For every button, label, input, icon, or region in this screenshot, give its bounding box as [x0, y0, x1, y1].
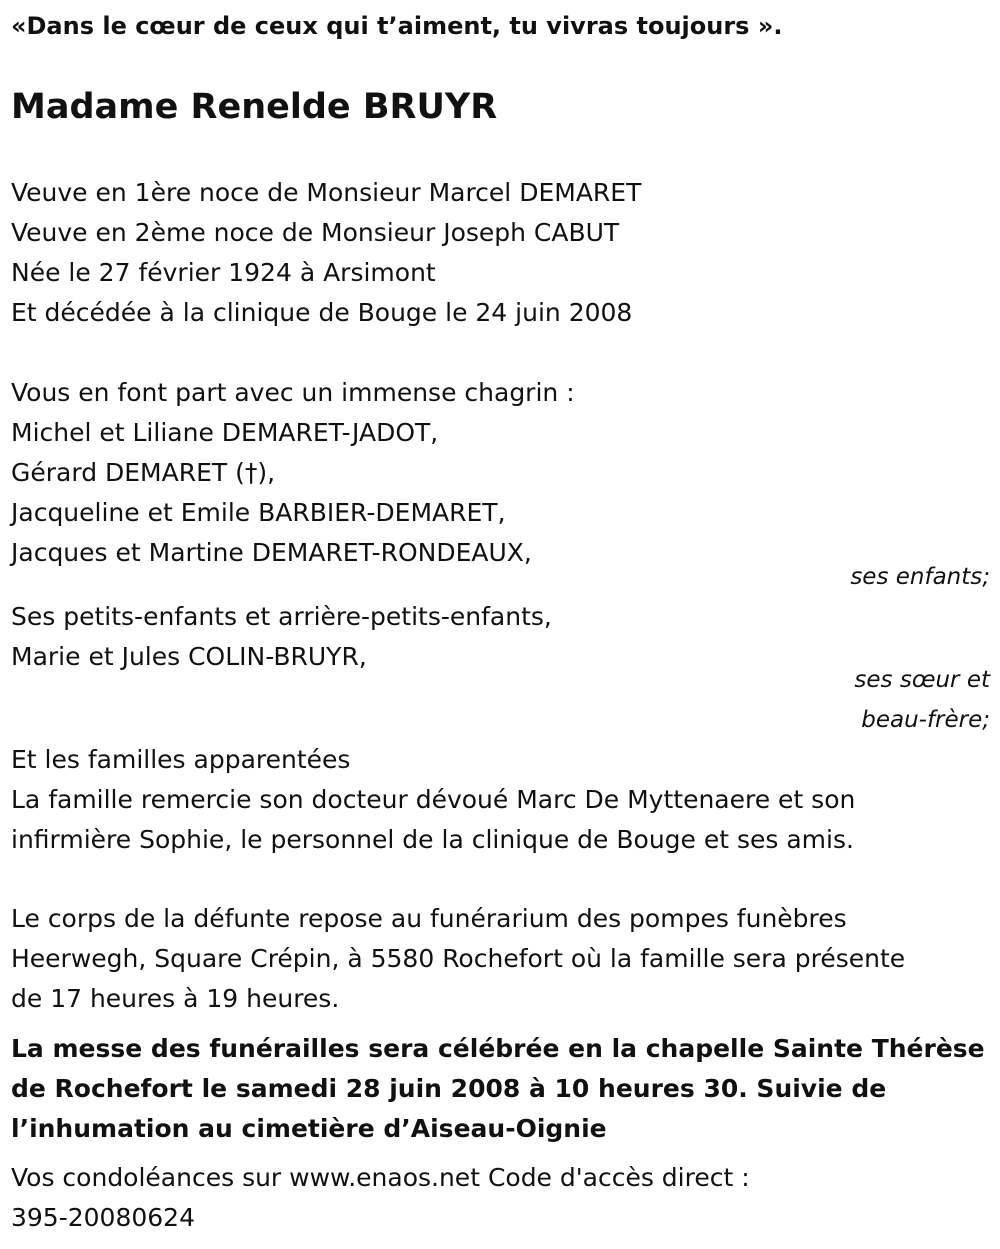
- thanks-line: infirmière Sophie, le personnel de la clinique de Bouge et ses amis.: [11, 825, 854, 854]
- children-relation-label: ses enfants;: [850, 564, 990, 590]
- relation-line: beau-frère;: [861, 707, 990, 733]
- deceased-name: Madame Renelde BRUYR: [11, 87, 498, 127]
- identity-line: Veuve en 2ème noce de Monsieur Joseph CABUT: [11, 218, 620, 247]
- mass-line: La messe des funérailles sera célébrée en la chapelle Sainte Thérèse: [11, 1034, 985, 1063]
- announcement-line: Vous en font part avec un immense chagrin :: [11, 378, 575, 407]
- identity-line: Veuve en 1ère noce de Monsieur Marcel DEMARET: [11, 178, 642, 207]
- relation-line: ses sœur et: [854, 667, 990, 693]
- family-member-line: Jacques et Martine DEMARET-RONDEAUX,: [11, 538, 532, 567]
- thanks-line: Et les familles apparentées: [11, 745, 351, 774]
- family-member-line: Michel et Liliane DEMARET-JADOT,: [11, 418, 439, 447]
- thanks-line: La famille remercie son docteur dévoué Marc De Myttenaere et son: [11, 785, 856, 814]
- identity-line: Née le 27 février 1924 à Arsimont: [11, 258, 436, 287]
- repose-line: de 17 heures à 19 heures.: [11, 984, 340, 1013]
- family-member-line: Marie et Jules COLIN-BRUYR,: [11, 642, 367, 671]
- epigraph-quote: «Dans le cœur de ceux qui t’aiment, tu vivras toujours ».: [11, 12, 783, 40]
- repose-line: Heerwegh, Square Crépin, à 5580 Rochefort où la famille sera présente: [11, 944, 906, 973]
- identity-paragraph: [11, 173, 641, 333]
- condolences-code: 395-20080624: [11, 1203, 195, 1232]
- repose-paragraph: [11, 899, 905, 1019]
- mass-line: de Rochefort le samedi 28 juin 2008 à 10 heures 30. Suivie de: [11, 1074, 887, 1103]
- condolences-paragraph: [11, 1158, 750, 1238]
- sibling-relation-label: [854, 660, 990, 740]
- family-member-line: Gérard DEMARET (†),: [11, 458, 276, 487]
- family-member-line: Jacqueline et Emile BARBIER-DEMARET,: [11, 498, 506, 527]
- mass-paragraph: [11, 1029, 985, 1149]
- repose-line: Le corps de la défunte repose au funérarium des pompes funèbres: [11, 904, 847, 933]
- mass-line: l’inhumation au cimetière d’Aiseau-Oignie: [11, 1114, 607, 1143]
- identity-line: Et décédée à la clinique de Bouge le 24 juin 2008: [11, 298, 633, 327]
- thanks-paragraph: [11, 740, 855, 860]
- grandchildren-paragraph: [11, 597, 552, 677]
- children-paragraph: [11, 373, 575, 573]
- condolences-line: Vos condoléances sur www.enaos.net Code d'accès direct :: [11, 1163, 750, 1192]
- family-member-line: Ses petits-enfants et arrière-petits-enfants,: [11, 602, 552, 631]
